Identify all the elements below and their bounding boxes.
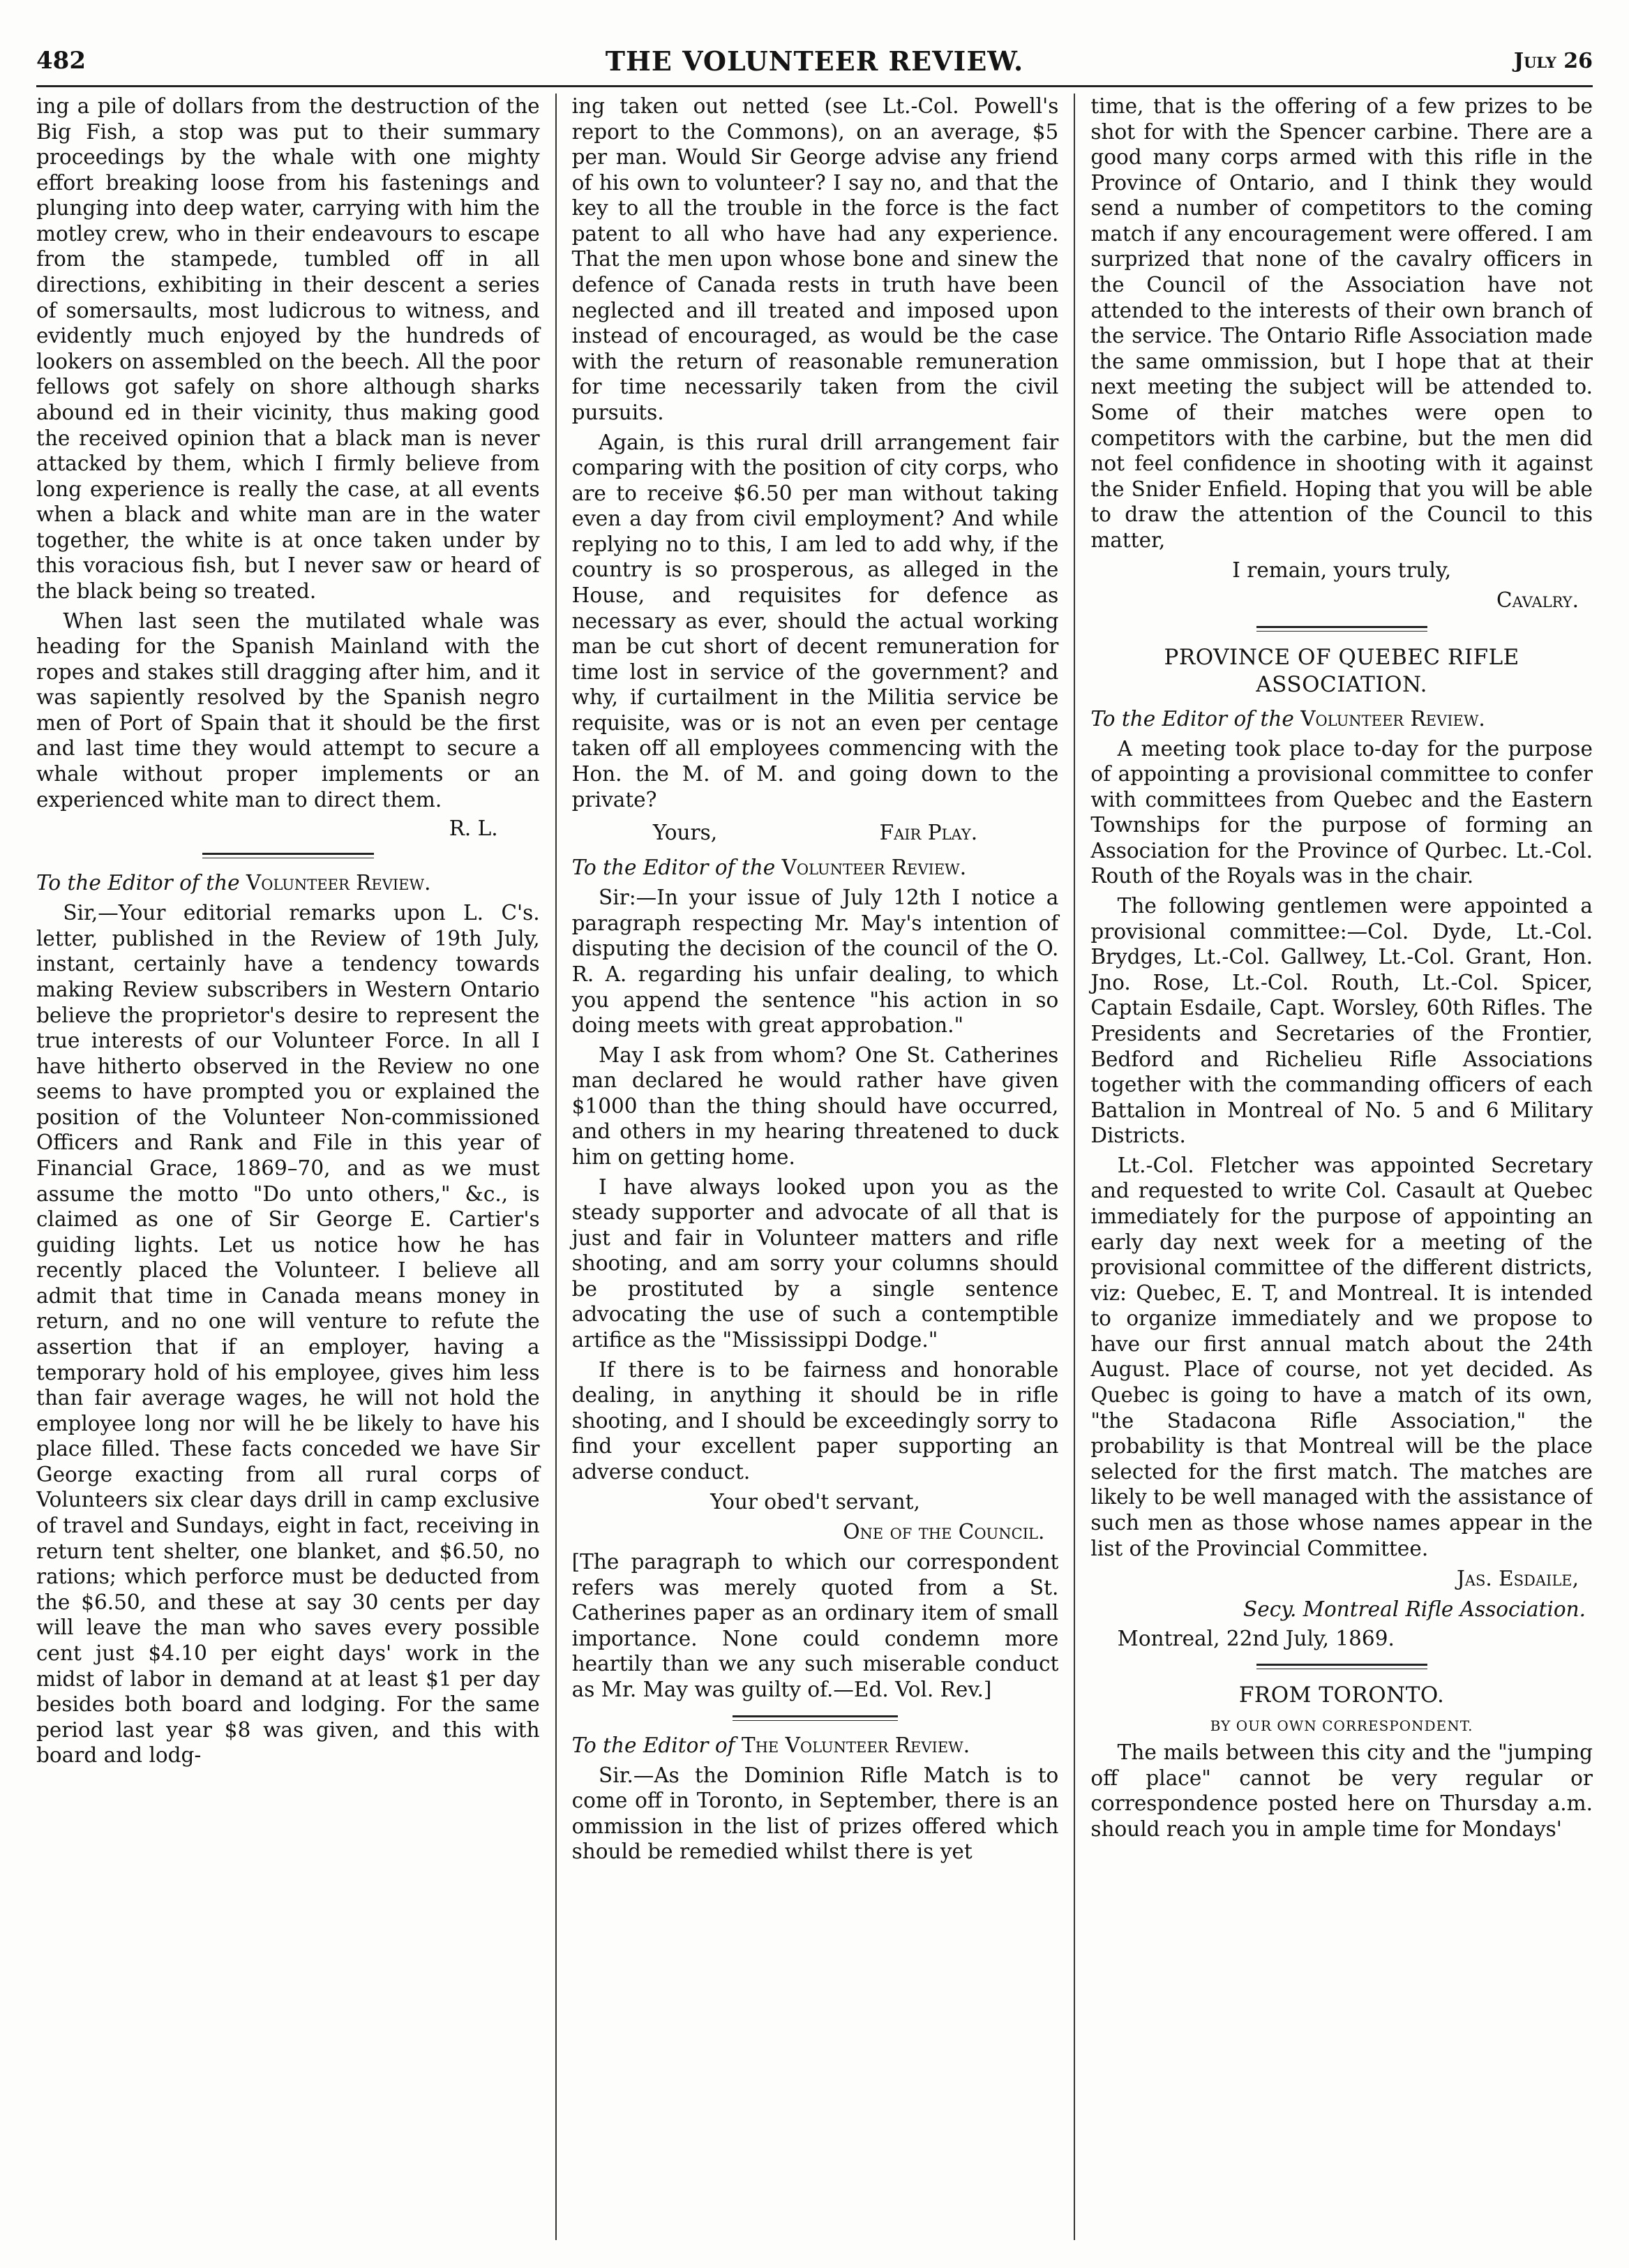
heading-line: PROVINCE OF QUEBEC RIFLE bbox=[1164, 645, 1519, 671]
letter-rural-drill bbox=[36, 871, 540, 1768]
editor-note: [The paragraph to which our correspondent refers was merely quoted from a St. Catherines paper as an ordinary item of small importance. None could condemn more heartily than we any such miserable conduct as Mr. May was guilty of.—Ed. Vol. Rev.] bbox=[571, 1550, 1059, 1702]
whale-story bbox=[36, 94, 540, 840]
signature-title: Secy. Montreal Rifle Association. bbox=[1243, 1597, 1586, 1622]
letter-signature: One of the Council. bbox=[843, 1519, 1045, 1544]
letter-council bbox=[572, 856, 1059, 1702]
section-heading bbox=[1090, 644, 1593, 699]
issue-date: July 26 bbox=[1513, 48, 1593, 73]
article-paragraph: A meeting took place to-day for the purpose of appointing a provisional committee to confer with committees from Quebec and the Eastern Townships for the purpose of forming an Association for the Province of Qurbec. Lt.-Col. Routh of the Royals was in the chair. bbox=[1090, 736, 1593, 888]
letter-paragraph: ing taken out netted (see Lt.-Col. Powell's report to the Commons), on an average, $5 per man. Would Sir George advise any friend of his own to volunteer? I say no, and that the key to all the trouble in the force is the fact patent to all who have had any experience. That the men upon whose bone and sinew the defence of Canada rests in truth have been neglected and ill treated and imposed upon instead of encouraged, as would be the case with the return of reasonable remuneration for time necessarily taken from the civil pursuits. bbox=[571, 94, 1059, 424]
section-heading: FROM TORONTO. bbox=[1238, 1683, 1445, 1708]
page-number: 482 bbox=[36, 47, 86, 75]
letter-closing: Your obed't servant, bbox=[710, 1490, 920, 1514]
letter-signature: Jas. Esdaile, bbox=[1456, 1567, 1579, 1591]
letter-paragraph: Sir.—As the Dominion Rifle Match is to come off in Toronto, in September, there is an ommission in the list of prizes offered which should be remedied whilst there is yet bbox=[571, 1763, 1059, 1864]
letter-salutation bbox=[572, 856, 1059, 879]
salutation-prefix: To the Editor of the bbox=[36, 871, 240, 895]
letter-salutation bbox=[1090, 707, 1593, 731]
salutation-prefix: To the Editor of the bbox=[1090, 706, 1294, 731]
letter-cavalry bbox=[572, 1733, 1059, 1865]
letter-paragraph: time, that is the offering of a few prizes to be shot for with the Spencer carbine. There are a good many corps armed with this rifle in the Province of Ontario, and I think they would send a number of competitors to the coming match if any encouragement were offered. I am surprized that none of the cavalry officers in the Council of the Association have not attended to the interests of their own branch of the service. The Ontario Rifle Association made the same ommission, but I hope that at their next meeting the subject will be attended to. Some of their matches were open to competitors with the carbine, but the men did not feel confidence in shooting with it against the Snider Enfield. Hoping that you will be able to draw the attention of the Council to this matter, bbox=[1090, 94, 1593, 552]
whale-signoff: R. L. bbox=[449, 816, 498, 841]
byline: BY OUR OWN CORRESPONDENT. bbox=[1210, 1717, 1473, 1735]
whale-paragraph: ing a pile of dollars from the destruction of the Big Fish, a stop was put to their summary proceedings by the whale with one mighty effort breaking loose from his fastenings and plunging into deep water, carrying with him the motley crew, who in their endeavours to escape from the stampede, tumbled off in all directions, exhibiting in their descent a series of somersaults, most ludicrous to witness, and evidently much enjoyed by the hundreds of lookers on assembled on the beech. All the poor fellows got safely on shore although sharks abound ed in their vicinity, thus making good the received opinion that a black man is never attacked by them, which I firmly believe from long experience is really the case, at all events when a black and white man are in the water together, the white is at once taken under by this voracious fish, but I never saw or heard of the black being so treated. bbox=[36, 94, 540, 603]
letter-paragraph: I have always looked upon you as the steady supporter and advocate of all that is just and fair in Volunteer matters and rifle shooting, and am sorry your columns should be prostituted by a single sentence advocating the use of such a contemptible artifice as the "Mississippi Dodge." bbox=[571, 1174, 1059, 1352]
salutation-prefix: To the Editor of the bbox=[571, 856, 776, 880]
salutation-paper: The Volunteer Review. bbox=[741, 1733, 970, 1757]
article-paragraph: The mails between this city and the "jumping off place" cannot be very regular or correspondence posted here on Thursday a.m. should reach you in ample time for Mondays' bbox=[1090, 1740, 1593, 1841]
letter-paragraph: If there is to be fairness and honorable dealing, in anything it should be in rifle shooting, and I should be exceedingly sorry to find your excellent paper supporting an adverse conduct. bbox=[571, 1357, 1059, 1484]
letter-paragraph: May I ask from whom? One St. Catherines man declared he would rather have given $1000 than the thing should have occurred, and others in my hearing threatened to duck him on getting home. bbox=[571, 1043, 1059, 1169]
letter-paragraph: Again, is this rural drill arrangement fair comparing with the position of city corps, who are to receive $6.50 per man without taking even a day from civil employment? And while replying no to this, I am led to add why, if the country is so prosperous, as alleged in the House, and requisites for defence as necessary as ever, should the actual working man be cut short of decent remuneration for time lost in service of the government? and why, if curtailment in the Militia service be requisite, was or is not an even per centage taken off all employees commencing with the Hon. the M. of M. and going down to the private? bbox=[571, 430, 1059, 812]
letter-cavalry-continued bbox=[1090, 94, 1593, 613]
letter-paragraph: Sir,—Your editorial remarks upon L. C's. letter, published in the Review of 19th July, instant, certainly have a tendency towards making Review subscribers in Western Ontario believe the proprietor's desire to represent the true interests of our Volunteer Force. In all I have hitherto observed in the Review no one seems to have prompted you or explained the position of the Volunteer Non-commissioned Officers and Rank and File in this year of Financial Grace, 1869–70, and as we must assume the motto "Do unto others," &c., is claimed as one of Sir George E. Cartier's guiding lights. Let us notice how he has recently placed the Volunteer. I believe all admit that time in Canada means money in return, and no one will venture to refute the assertion that if an employer, having a temporary hold of his employee, gives him less than fair average wages, he will not hold the employee long nor will he be likely to have his place filled. These facts conceded we have Sir George exacting from all rural corps of Volunteers six clear days drill in camp exclusive of travel and Sundays, eight in fact, receiving in return tent shelter, one blanket, and $6.50, no rations; which perforce must be deducted from the $6.50, and these at say 30 cents per day will leave the man who saves every possible cent just $4.10 per eight days' work in the midst of labor in demand at at least $1 per day besides both board and lodging. For the same period last year $8 was given, and this with board and lodg- bbox=[36, 901, 540, 1768]
whale-paragraph: When last seen the mutilated whale was heading for the Spanish Mainland with the ropes and stakes still dragging after him, and it was sapiently resolved by the Spanish negro men of Port of Spain that it should be the first and last time they would attempt to secure a whale without proper implements or an experienced white man to direct them. bbox=[36, 609, 540, 812]
column-left bbox=[36, 94, 555, 2240]
dateline: Montreal, 22nd July, 1869. bbox=[1117, 1626, 1395, 1650]
salutation-paper: Volunteer Review. bbox=[781, 856, 967, 880]
quebec-rifle-association bbox=[1090, 644, 1593, 1651]
section-divider bbox=[1256, 626, 1427, 632]
column-right bbox=[1074, 94, 1593, 2240]
letter-closing: I remain, yours truly, bbox=[1232, 558, 1452, 583]
salutation-paper: Volunteer Review. bbox=[1300, 706, 1485, 731]
letter-closing: Yours, bbox=[652, 821, 718, 845]
column-middle bbox=[555, 94, 1074, 2240]
letter-signature: Cavalry. bbox=[1496, 588, 1579, 612]
letter-salutation bbox=[572, 1733, 1059, 1757]
letter-rural-drill-continued bbox=[572, 94, 1059, 844]
article-columns bbox=[36, 94, 1593, 2240]
salutation-paper: Volunteer Review. bbox=[246, 871, 431, 895]
letter-signature: Fair Play. bbox=[879, 821, 978, 845]
masthead bbox=[36, 36, 1593, 87]
from-toronto bbox=[1090, 1682, 1593, 1842]
letter-salutation bbox=[36, 871, 540, 895]
section-divider bbox=[202, 853, 373, 858]
article-paragraph: The following gentlemen were appointed a provisional committee:—Col. Dyde, Lt.-Col. Brydges, Lt.-Col. Gallwey, Lt.-Col. Grant, Hon. Jno. Rose, Lt.-Col. Routh, Lt.-Col. Spicer, Captain Esdaile, Capt. Worsley, 60th Rifles. The Presidents and Secretaries of the Frontier, Bedford and Richelieu Rifle Associations together with the commanding officers of each Battalion in Montreal of No. 5 and 6 Military Districts. bbox=[1090, 894, 1593, 1148]
heading-line: ASSOCIATION. bbox=[1256, 671, 1428, 697]
letter-signoff bbox=[572, 821, 1059, 844]
section-divider bbox=[1256, 1664, 1427, 1669]
letter-paragraph: Sir:—In your issue of July 12th I notice a paragraph respecting Mr. May's intention of disputing the decision of the council of the O. R. A. regarding his unfair dealing, to which you append the sentence "his action in so doing meets with great approbation." bbox=[571, 886, 1059, 1038]
journal-title: THE VOLUNTEER REVIEW. bbox=[605, 45, 1024, 77]
section-divider bbox=[733, 1715, 898, 1721]
article-paragraph: Lt.-Col. Fletcher was appointed Secretary and requested to write Col. Casault at Quebec immediately for the purpose of appointing an early day next week for a meeting of the provisional committee of the different districts, viz: Quebec, E. T, and Montreal. It is intended to organize immediately and we propose to have our first annual match about the 24th August. Place of course, not yet decided. As Quebec is going to have a match of its own, "the Stadacona Rifle Association," the probability is that Montreal will be the place selected for the first match. The matches are likely to be well managed with the assistance of such men as those whose names appear in the list of the Provincial Committee. bbox=[1090, 1153, 1593, 1560]
salutation-prefix: To the Editor of bbox=[571, 1733, 735, 1757]
